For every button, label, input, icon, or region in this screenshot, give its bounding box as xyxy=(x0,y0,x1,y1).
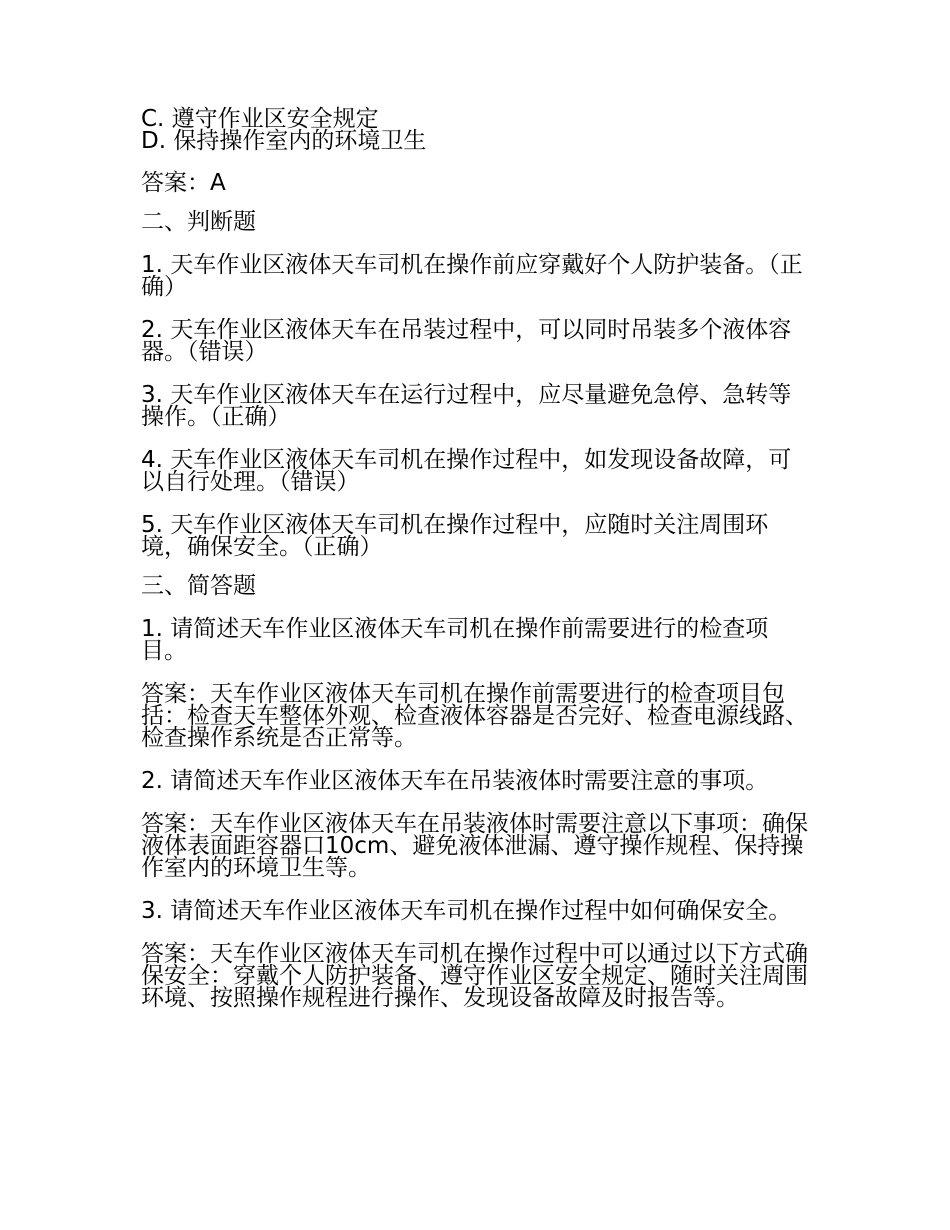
tf-question: 2. 天车作业区液体天车在吊装过程中，可以同时吊装多个液体容器。（错误） xyxy=(141,317,792,365)
sa-question: 2. 请简述天车作业区液体天车在吊装液体时需要注意的事项。 xyxy=(141,768,769,794)
mc-answer: 答案：A xyxy=(141,170,226,196)
choice-d: D. 保持操作室内的环境卫生 xyxy=(141,128,427,154)
section-title-short-answer: 三、简答题 xyxy=(141,573,256,599)
document-page xyxy=(141,108,813,1009)
tf-question: 1. 天车作业区液体天车司机在操作前应穿戴好个人防护装备。（正确） xyxy=(141,252,803,300)
tf-question: 5. 天车作业区液体天车司机在操作过程中，应随时关注周围环境，确保安全。（正确） xyxy=(141,512,769,560)
section-title-true-false: 二、判断题 xyxy=(141,209,256,235)
tf-question: 4. 天车作业区液体天车司机在操作过程中，如发现设备故障，可以自行处理。（错误） xyxy=(141,447,792,495)
choice-c: C. 遵守作业区安全规定 xyxy=(141,106,379,132)
sa-answer: 答案：天车作业区液体天车在吊装液体时需要注意以下事项：确保液体表面距容器口10cm、避免液体泄漏、遵守操作规程、保持操作室内的环境卫生等。 xyxy=(141,811,808,881)
tf-question: 3. 天车作业区液体天车在运行过程中，应尽量避免急停、急转等操作。（正确） xyxy=(141,382,792,430)
sa-question: 1. 请简述天车作业区液体天车司机在操作前需要进行的检查项目。 xyxy=(141,616,769,664)
sa-answer: 答案：天车作业区液体天车司机在操作前需要进行的检查项目包括：检查天车整体外观、检查液体容器是否完好、检查电源线路、检查操作系统是否正常等。 xyxy=(141,681,808,751)
sa-answer: 答案：天车作业区液体天车司机在操作过程中可以通过以下方式确保安全：穿戴个人防护装备、遵守作业区安全规定、随时关注周围环境、按照操作规程进行操作、发现设备故障及时报告等。 xyxy=(141,941,808,1011)
sa-question: 3. 请简述天车作业区液体天车司机在操作过程中如何确保安全。 xyxy=(141,898,792,924)
